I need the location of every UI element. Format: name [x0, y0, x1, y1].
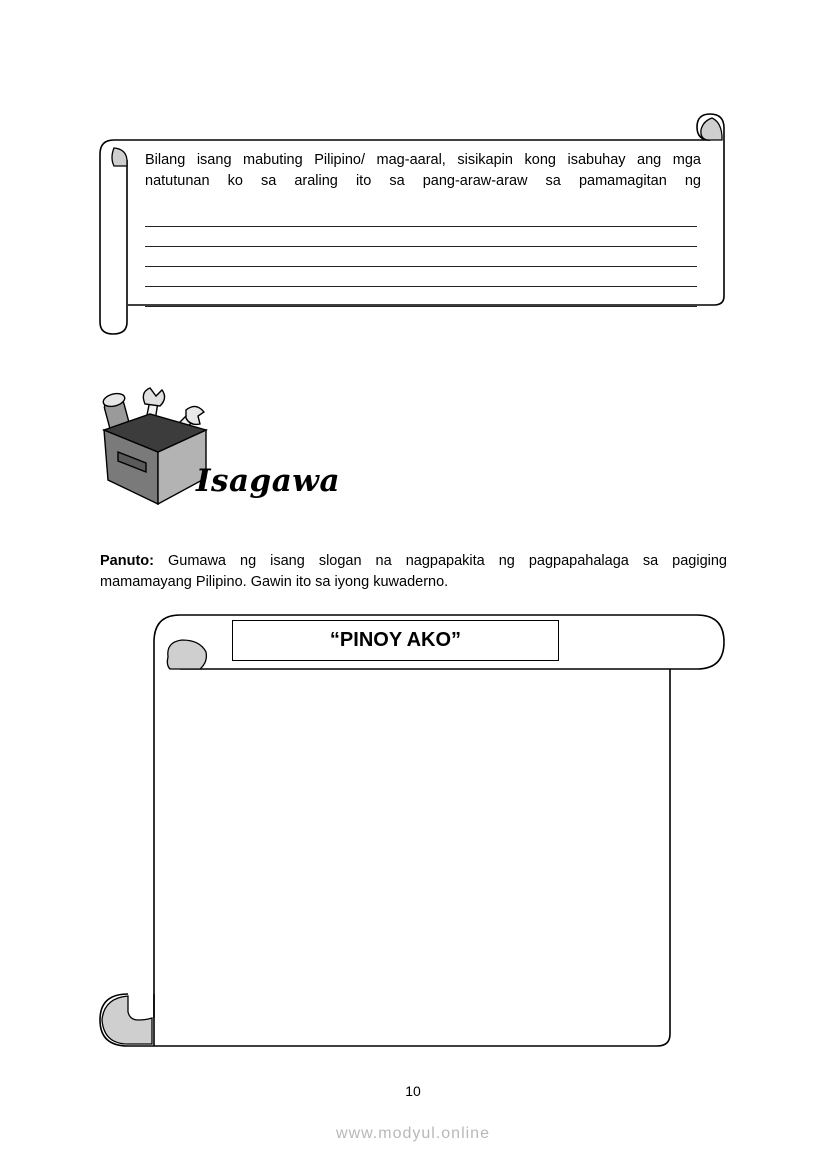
- instruction-paragraph: [100, 551, 727, 593]
- page-number: 10: [405, 1083, 421, 1099]
- answer-line[interactable]: [145, 247, 697, 267]
- scroll-curl-top-left: [112, 148, 127, 166]
- reflection-prompt-line-2: natutunan ko sa araling ito sa pang-araw-araw sa pamamagitan ng: [145, 173, 701, 189]
- slogan-title-box: [232, 620, 559, 661]
- answer-line[interactable]: [145, 227, 697, 247]
- slogan-title: “PINOY AKO”: [329, 629, 462, 651]
- reflection-prompt: [145, 150, 701, 192]
- toolbox-icon: [102, 388, 206, 504]
- slogan-scroll-frame: [100, 615, 724, 1046]
- answer-line[interactable]: [145, 207, 697, 227]
- scroll-curl-bottom-left: [102, 996, 152, 1044]
- instruction-line-2: mamamayang Pilipino. Gawin ito sa iyong kuwaderno.: [100, 574, 449, 590]
- scroll-curl-bottom-top-left: [167, 640, 206, 669]
- instruction-label: Panuto:: [100, 553, 154, 569]
- scroll-curl-top-right: [701, 118, 722, 140]
- answer-blank-lines: [145, 207, 697, 307]
- answer-line[interactable]: [145, 267, 697, 287]
- reflection-prompt-line-1: Bilang isang mabuting Pilipino/ mag-aaral, sisikapin kong isabuhay ang mga: [145, 152, 701, 168]
- section-title: Isagawa: [196, 463, 341, 499]
- answer-line[interactable]: [145, 287, 697, 307]
- instruction-line-1: [100, 551, 727, 572]
- watermark: www.modyul.online: [336, 1125, 490, 1142]
- instruction-line-1-text: Gumawa ng isang slogan na nagpapakita ng pagpapahalaga sa pagiging: [153, 553, 727, 569]
